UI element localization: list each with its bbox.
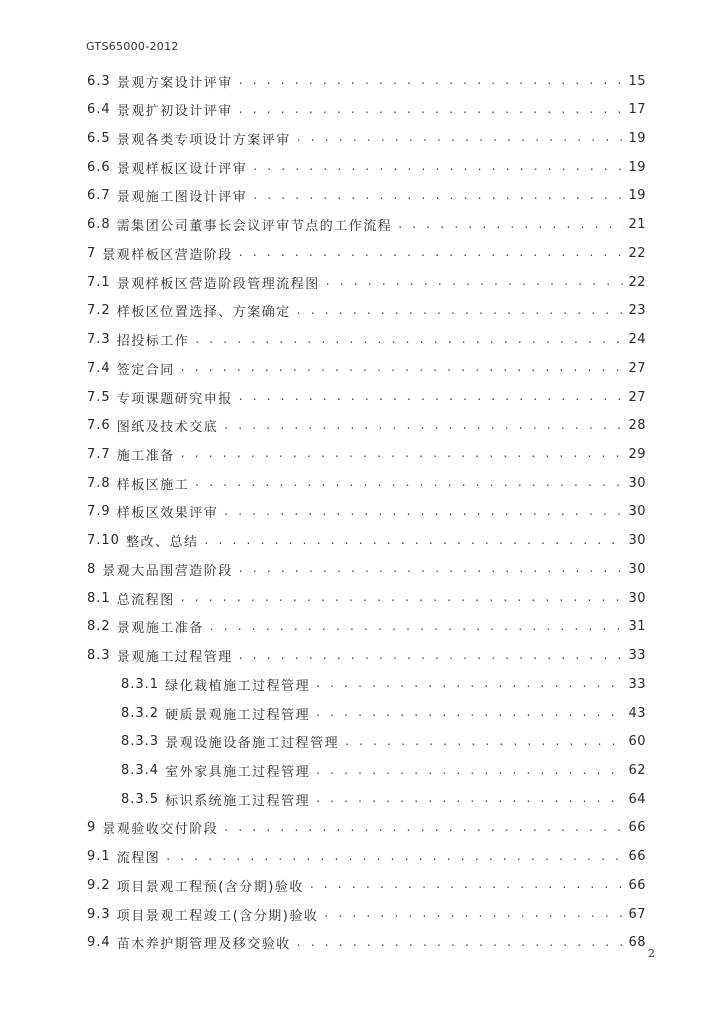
toc-entry-title: 项目景观工程竣工(含分期)验收 — [116, 908, 319, 924]
toc-entry-page: 66 — [628, 877, 646, 893]
toc-dot-leader — [316, 675, 624, 691]
toc-entry-page: 22 — [628, 245, 646, 261]
toc-entry-title: 苗木养护期管理及移交验收 — [116, 937, 291, 953]
page-number: 2 — [648, 947, 655, 960]
toc-entry-title: 专项课题研究申报 — [116, 391, 233, 407]
toc-entry-page: 19 — [628, 159, 646, 175]
toc-dot-leader — [195, 474, 624, 490]
toc-entry-page: 23 — [628, 303, 646, 319]
toc-entry-title: 景观样板区设计评审 — [116, 161, 248, 177]
toc-entry-title: 景观施工过程管理 — [116, 650, 233, 666]
toc-entry[interactable] — [87, 847, 646, 867]
toc-entry-number: 8.3.1 — [121, 676, 160, 692]
toc-entry-page: 31 — [628, 619, 646, 635]
toc-entry[interactable] — [87, 531, 646, 551]
toc-entry-page: 22 — [628, 274, 646, 290]
toc-entry-page: 33 — [628, 676, 646, 692]
toc-entry-title: 项目景观工程预(含分期)验收 — [116, 879, 304, 895]
toc-entry-page: 30 — [628, 504, 646, 520]
toc-entry-number: 6.3 — [87, 73, 111, 89]
toc-dot-leader — [253, 187, 624, 203]
toc-entry-number: 8.3 — [87, 648, 111, 664]
toc-dot-leader — [224, 417, 624, 433]
toc-entry[interactable] — [87, 358, 646, 378]
toc-dot-leader — [204, 532, 624, 548]
toc-entry[interactable] — [87, 186, 646, 206]
toc-entry-page: 19 — [628, 188, 646, 204]
toc-entry-number: 7 — [87, 245, 97, 261]
toc-dot-leader — [326, 273, 624, 289]
toc-entry-page: 27 — [628, 389, 646, 405]
toc-entry[interactable] — [87, 502, 646, 522]
toc-entry-title: 景观设施设备施工过程管理 — [165, 736, 340, 752]
toc-dot-leader — [398, 216, 624, 232]
toc-entry-page: 30 — [628, 475, 646, 491]
toc-entry-title: 流程图 — [116, 851, 161, 867]
toc-entry-title: 景观方案设计评审 — [116, 75, 233, 91]
toc-entry-page: 66 — [628, 820, 646, 836]
toc-dot-leader — [210, 618, 624, 634]
toc-dot-leader — [181, 445, 624, 461]
toc-entry-page: 29 — [628, 446, 646, 462]
toc-entry-page: 62 — [628, 763, 646, 779]
toc-entry-title: 需集团公司董事长会议评审节点的工作流程 — [116, 219, 393, 235]
toc-entry-number: 7.8 — [87, 475, 111, 491]
toc-dot-leader — [239, 244, 624, 260]
toc-dot-leader — [253, 158, 624, 174]
toc-entry-number: 8.3.5 — [121, 791, 160, 807]
toc-entry-number: 7.10 — [87, 533, 120, 549]
toc-entry-page: 30 — [628, 561, 646, 577]
toc-entry[interactable] — [87, 128, 646, 148]
toc-dot-leader — [324, 905, 624, 921]
toc-entry-title: 标识系统施工过程管理 — [165, 793, 311, 809]
toc-dot-leader — [297, 129, 624, 145]
toc-entry-title: 绿化栽植施工过程管理 — [165, 678, 311, 694]
toc-entry[interactable] — [87, 416, 646, 436]
toc-entry-page: 60 — [628, 734, 646, 750]
toc-entry-title: 景观各类专项设计方案评审 — [116, 132, 291, 148]
toc-entry[interactable] — [87, 157, 646, 177]
toc-entry[interactable] — [87, 473, 646, 493]
toc-entry[interactable] — [87, 301, 646, 321]
toc-entry-number: 8.3.3 — [121, 734, 160, 750]
toc-entry-page: 19 — [628, 130, 646, 146]
toc-entry[interactable] — [87, 588, 646, 608]
toc-dot-leader — [239, 101, 624, 117]
toc-entry-page: 30 — [628, 590, 646, 606]
toc-dot-leader — [316, 762, 624, 778]
toc-entry-number: 7.1 — [87, 274, 111, 290]
toc-entry-number: 9.3 — [87, 906, 111, 922]
toc-entry-title: 景观样板区营造阶段 — [102, 247, 233, 263]
toc-entry-number: 7.5 — [87, 389, 111, 405]
toc-entry-title: 景观验收交付阶段 — [102, 822, 219, 838]
toc-entry[interactable] — [87, 272, 646, 292]
toc-entry-page: 66 — [628, 849, 646, 865]
toc-dot-leader — [224, 503, 624, 519]
toc-dot-leader — [297, 302, 624, 318]
toc-entry-page: 24 — [628, 332, 646, 348]
toc-entry[interactable] — [87, 330, 646, 350]
toc-entry[interactable] — [87, 933, 646, 953]
toc-entry-page: 17 — [628, 102, 646, 118]
toc-entry-title: 样板区效果评审 — [116, 506, 219, 522]
toc-entry-number: 9.2 — [87, 877, 111, 893]
toc-entry-title: 室外家具施工过程管理 — [165, 765, 311, 781]
toc-entry-number: 7.6 — [87, 418, 111, 434]
toc-entry-title: 样板区施工 — [116, 477, 190, 493]
toc-entry[interactable] — [87, 444, 646, 464]
toc-entry-title: 景观扩初设计评审 — [116, 104, 233, 120]
toc-entry[interactable] — [87, 617, 646, 637]
toc-entry-number: 6.5 — [87, 130, 111, 146]
toc-dot-leader — [316, 790, 624, 806]
toc-entry-number: 8.3.2 — [121, 705, 160, 721]
toc-entry-page: 33 — [628, 648, 646, 664]
toc-entry-title: 图纸及技术交底 — [116, 420, 219, 436]
toc-entry-title: 景观施工图设计评审 — [116, 190, 248, 206]
toc-dot-leader — [239, 647, 624, 663]
toc-entry-number: 9 — [87, 820, 97, 836]
toc-entry-page: 21 — [628, 217, 646, 233]
toc-entry-number: 7.7 — [87, 446, 111, 462]
toc-dot-leader — [310, 876, 624, 892]
toc-dot-leader — [345, 733, 624, 749]
toc-entry[interactable] — [121, 789, 646, 809]
toc-dot-leader — [239, 388, 624, 404]
toc-entry[interactable] — [87, 904, 646, 924]
toc-dot-leader — [181, 589, 624, 605]
toc-entry-page: 30 — [628, 533, 646, 549]
toc-entry-page: 27 — [628, 360, 646, 376]
toc-entry-number: 8.2 — [87, 619, 111, 635]
toc-entry-number: 6.6 — [87, 159, 111, 175]
toc-entry-title: 景观大品围营造阶段 — [102, 563, 233, 579]
toc-entry[interactable] — [87, 646, 646, 666]
toc-entry-title: 整改、总结 — [125, 535, 199, 551]
toc-entry-number: 7.4 — [87, 360, 111, 376]
toc-entry-page: 43 — [628, 705, 646, 721]
toc-entry-page: 15 — [628, 73, 646, 89]
toc-entry-page: 28 — [628, 418, 646, 434]
toc-entry-number: 6.8 — [87, 217, 111, 233]
toc-dot-leader — [316, 704, 624, 720]
toc-entry-page: 68 — [628, 935, 646, 951]
toc-entry-title: 景观样板区营造阶段管理流程图 — [116, 276, 320, 292]
toc-entry[interactable] — [87, 818, 646, 838]
toc-entry-number: 9.1 — [87, 849, 111, 865]
toc-entry[interactable] — [87, 559, 646, 579]
toc-dot-leader — [195, 331, 624, 347]
toc-entry[interactable] — [87, 100, 646, 120]
toc-entry[interactable] — [87, 243, 646, 263]
toc-entry-number: 6.4 — [87, 102, 111, 118]
toc-entry-title: 签定合同 — [116, 362, 175, 378]
toc-entry[interactable] — [121, 761, 646, 781]
toc-entry-title: 总流程图 — [116, 592, 175, 608]
toc-entry-number: 9.4 — [87, 935, 111, 951]
toc-entry-number: 7.2 — [87, 303, 111, 319]
toc-dot-leader — [297, 934, 624, 950]
toc-entry[interactable] — [87, 215, 646, 235]
toc-dot-leader — [166, 848, 624, 864]
toc-entry-title: 样板区位置选择、方案确定 — [116, 305, 291, 321]
toc-entry-number: 8 — [87, 561, 97, 577]
toc-entry-page: 67 — [628, 906, 646, 922]
toc-entry-title: 施工准备 — [116, 448, 175, 464]
toc-entry-title: 硬质景观施工过程管理 — [165, 707, 311, 723]
toc-dot-leader — [239, 560, 624, 576]
toc-entry[interactable] — [87, 387, 646, 407]
toc-entry-number: 8.3.4 — [121, 763, 160, 779]
toc-entry-number: 7.3 — [87, 332, 111, 348]
toc-entry-number: 7.9 — [87, 504, 111, 520]
toc-dot-leader — [224, 819, 624, 835]
toc-dot-leader — [239, 72, 624, 88]
toc-entry[interactable] — [87, 875, 646, 895]
toc-dot-leader — [181, 359, 624, 375]
toc-entry-page: 64 — [628, 791, 646, 807]
toc-entry-title: 招投标工作 — [116, 334, 190, 350]
toc-entry-number: 6.7 — [87, 188, 111, 204]
toc-entry[interactable] — [87, 71, 646, 91]
toc-entry[interactable] — [121, 732, 646, 752]
toc-entry-title: 景观施工准备 — [116, 621, 204, 637]
toc-entry[interactable] — [121, 703, 646, 723]
toc-entry-number: 8.1 — [87, 590, 111, 606]
document-code: GTS65000-2012 — [86, 40, 179, 53]
toc-entry[interactable] — [121, 674, 646, 694]
